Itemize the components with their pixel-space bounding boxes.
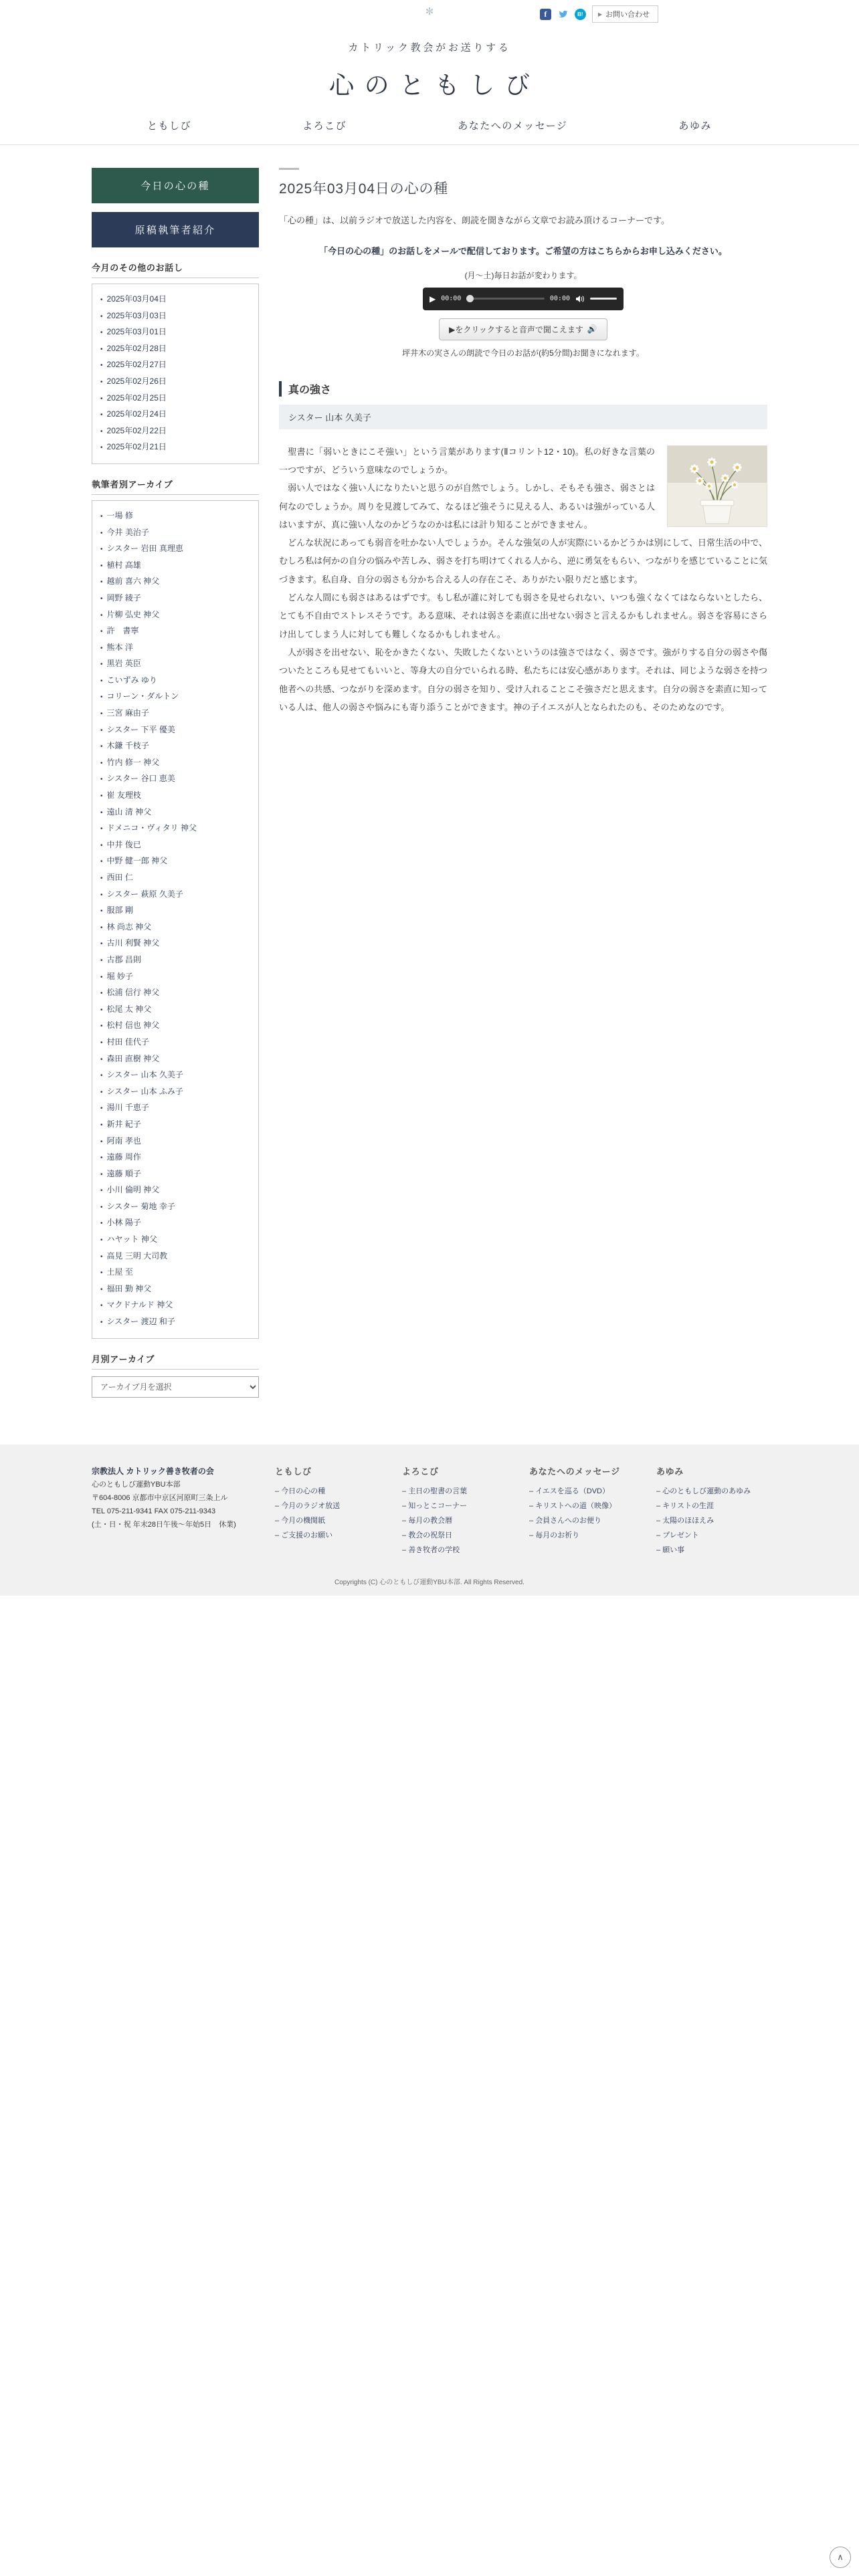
writer-link[interactable]: • 岡野 綾子 (106, 593, 141, 603)
writer-link[interactable]: • 中野 健一郎 神父 (106, 856, 168, 866)
writer-link[interactable]: • 村田 佳代子 (106, 1037, 149, 1047)
writer-link[interactable]: • 湯川 千恵子 (106, 1103, 149, 1113)
article-heading: 真の強さ (279, 381, 767, 397)
audio-seek-slider[interactable] (466, 298, 545, 300)
writer-list-item (100, 1017, 250, 1034)
footer-link-list (529, 1484, 640, 1543)
writer-list-item (100, 1248, 250, 1265)
writer-link[interactable]: • 古川 利賢 神父 (106, 938, 160, 948)
sidebar (92, 168, 259, 1398)
address-line: 〒604-8006 京都市中京区河原町三条上ル (92, 1494, 228, 1503)
footer-link-item (656, 1513, 767, 1528)
writer-link[interactable]: • 西田 仁 (106, 873, 133, 882)
writer-link[interactable]: • シスター 渡辺 和子 (106, 1317, 175, 1327)
hatena-bookmark-icon[interactable]: B! (575, 9, 586, 20)
writer-link[interactable]: • マクドナルド 神父 (106, 1300, 173, 1310)
footer-link[interactable]: 毎月の教会暦 (408, 1516, 453, 1525)
footer-link[interactable]: 知っとこコーナー (408, 1501, 468, 1510)
writer-link[interactable]: • 黒岩 英臣 (106, 659, 141, 669)
date-list-item (100, 390, 250, 407)
footer-col-ayumi (656, 1465, 767, 1558)
date-list-item (100, 291, 250, 308)
date-list-item (100, 340, 250, 357)
schedule-note: (月〜土)毎日お話が変わります。 (464, 270, 582, 280)
footer-link[interactable]: 主日の聖書の言葉 (408, 1487, 468, 1495)
nav-divider (0, 144, 859, 145)
sidebar-date-list (100, 291, 250, 455)
footer-link-item (402, 1499, 513, 1513)
writer-list-item (100, 1297, 250, 1313)
writer-list-item (100, 754, 250, 771)
scroll-to-top-button[interactable]: ∧ (830, 2547, 851, 2568)
article-paragraph: どんな状況にあっても弱音を吐かない人でしょうか。そんな強気の人が実際にいるかどうかは別にして、日常生活の中で、むしろ私は何かの自分の悩みや苦しみ、弱さを打ち明けてくれる人から、逆に勇気をもらい、つながりを感じていることに気づきます。私自身、自分の弱さも分かち合える人の存在こそ、ありがたい限りだと感じます。 (279, 538, 767, 584)
writer-link[interactable]: • 服部 剛 (106, 905, 133, 916)
footer-link-item (275, 1499, 386, 1513)
footer-link-item (529, 1513, 640, 1528)
writer-link[interactable]: • こいずみ ゆり (106, 675, 157, 685)
date-list-item (100, 423, 250, 439)
footer-link-item (656, 1543, 767, 1558)
writer-list-item (100, 540, 250, 557)
footer-link[interactable]: プレゼント (662, 1531, 699, 1539)
footer-link[interactable]: キリストの生涯 (662, 1501, 714, 1510)
snowflake-decoration-icon: ✻ (425, 6, 434, 17)
writer-list-item (100, 688, 250, 705)
play-voice-label: ▶をクリックすると音声で聞こえます (449, 324, 583, 334)
footer-columns (92, 1465, 767, 1558)
writer-link[interactable]: • 松村 信也 神父 (106, 1021, 160, 1031)
audio-player (423, 288, 624, 310)
footer-link[interactable]: 会員さんへのお便り (535, 1516, 601, 1525)
footer-col-title: よろこび (402, 1466, 439, 1477)
writer-list-item (100, 1083, 250, 1100)
address-line: TEL 075-211-9341 FAX 075-211-9343 (92, 1507, 216, 1515)
footer-link[interactable]: 善き牧者の学校 (408, 1545, 460, 1554)
writer-list-item (100, 524, 250, 541)
footer-link-item (275, 1528, 386, 1543)
writer-list-item (100, 607, 250, 623)
footer-col-message (529, 1465, 640, 1558)
writer-list-item (100, 787, 250, 804)
footer-link[interactable]: 毎月のお祈り (535, 1531, 580, 1539)
writer-link[interactable]: • シスター 菊地 幸子 (106, 1201, 175, 1211)
writer-link[interactable]: • 今井 美治子 (106, 527, 149, 537)
writer-list-item (100, 1198, 250, 1215)
footer-link-item (402, 1484, 513, 1499)
footer-link-item (529, 1499, 640, 1513)
writer-list-item (100, 820, 250, 837)
writer-link[interactable]: • 堀 妙子 (106, 971, 133, 981)
nav-item[interactable]: ともしび (147, 120, 192, 132)
address-line: (土・日・祝 年末28日午後〜年始5日 休業) (92, 1520, 236, 1529)
footer-link[interactable]: 太陽のほほえみ (662, 1516, 714, 1525)
writer-list-item (100, 738, 250, 754)
article-paragraph: 人が弱さを出せない、恥をかきたくない、失敗したくないというのは強さではなく、弱さです。強がりする自分の弱さや傷ついたところも見せてもいいと、等身大の自分でいられる時、私たちには安心感があります。それは、同じような弱さを持つ他者への共感、つながりを深めます。自分の弱さを知り、受け入れることこそ強さだと思えます。自分の弱さを素直に知っている人は、他人の弱さや悩みにも寄り添うことができます。神の子イエスが人となられたのも、そのためなのです。 (279, 647, 767, 712)
footer-link-list (656, 1484, 767, 1558)
writer-list-item (100, 804, 250, 821)
writer-link[interactable]: • 竹内 修一 神父 (106, 757, 160, 767)
writer-link[interactable]: • 崔 友理枝 (106, 790, 141, 800)
sidebar-button-today-seed[interactable]: 今日の心の種 (92, 168, 259, 203)
footer-link-item (275, 1513, 386, 1528)
writer-list-item (100, 1214, 250, 1231)
footer-col-title: ともしび (275, 1466, 312, 1477)
writer-link[interactable]: • シスター 山本 ふみ子 (106, 1086, 183, 1096)
writer-link[interactable]: • ドメニコ・ヴィタリ 神父 (106, 823, 197, 833)
article-paragraph: どんな人間にも弱さはあるはずです。もし私が誰に対しても弱さを見せられない、いつも強くなくてはならないとしたら、とても不自由でストレスそうです。ある意味、それは弱さを素直に出せない弱さと言えるかもしれません。弱さを容易にさらけ出してしまう人に対しても難しくなるかもしれません。 (279, 593, 767, 639)
writer-list-item (100, 853, 250, 869)
date-list-item (100, 406, 250, 423)
footer-link[interactable]: ご支援のお願い (281, 1531, 333, 1539)
writer-list-item (100, 1051, 250, 1067)
footer-col-title: あなたへのメッセージ (529, 1466, 620, 1477)
writer-list-item (100, 1133, 250, 1150)
writer-list-item (100, 508, 250, 524)
footer-link-item (275, 1484, 386, 1499)
footer-link-item (529, 1484, 640, 1499)
site-title[interactable]: 心のともしび (329, 72, 541, 100)
writer-link[interactable]: • 森田 直樹 神父 (106, 1053, 160, 1063)
date-link[interactable]: • 2025年02月27日 (106, 360, 167, 370)
sidebar-writers-box (92, 500, 259, 1339)
reader-note: 坪井木の実さんの朗読で今日のお話が(約5分間)お聞きになれます。 (402, 348, 644, 358)
writer-link[interactable]: • シスター 谷口 恵美 (106, 774, 175, 784)
date-link[interactable]: • 2025年02月26日 (106, 376, 167, 386)
audio-volume-slider[interactable] (590, 298, 617, 300)
writer-list-item (100, 1231, 250, 1248)
footer-col-tomoshibi (275, 1465, 386, 1558)
date-link[interactable]: • 2025年03月01日 (106, 327, 167, 337)
audio-duration: 00:00 (549, 295, 570, 303)
footer-col-yorokobi (402, 1465, 513, 1558)
date-link[interactable]: • 2025年02月21日 (106, 442, 167, 452)
contact-button[interactable] (592, 5, 658, 23)
article-author-bar: シスター 山本 久美子 (279, 405, 767, 429)
site-footer (0, 1444, 859, 1596)
audio-section (279, 288, 767, 381)
writer-list-item (100, 770, 250, 787)
footer-link[interactable]: 教会の祝祭日 (408, 1531, 453, 1539)
contact-label: お問い合わせ (605, 11, 650, 19)
writer-link[interactable]: • シスター 萩原 久美子 (106, 889, 183, 899)
writer-list-item (100, 655, 250, 672)
speaker-icon[interactable] (575, 295, 585, 303)
main-content (279, 168, 767, 716)
date-list-item (100, 439, 250, 455)
writer-list-item (100, 1116, 250, 1133)
writer-list-item (100, 557, 250, 574)
date-link[interactable]: • 2025年02月25日 (106, 393, 167, 403)
footer-link[interactable]: イエスを巡る（DVD） (535, 1487, 609, 1495)
date-link[interactable]: • 2025年02月22日 (106, 425, 167, 435)
footer-link-item (402, 1528, 513, 1543)
topbar-actions (540, 5, 658, 23)
footer-link-item (529, 1528, 640, 1543)
writer-list-item (100, 968, 250, 985)
date-list-item (100, 373, 250, 390)
writer-list-item (100, 984, 250, 1001)
footer-link-item (656, 1528, 767, 1543)
writer-list-item (100, 722, 250, 738)
footer-link-item (656, 1499, 767, 1513)
footer-link-list (402, 1484, 513, 1558)
writer-link[interactable]: • 遠山 清 神父 (106, 807, 152, 817)
address-line: 宗教法人 カトリック善き牧者の会 (92, 1466, 214, 1476)
writer-list-item (100, 902, 250, 919)
writer-list-item (100, 623, 250, 639)
speaker-emoji-icon: 🔊 (587, 324, 597, 334)
writer-link[interactable]: • 林 尚志 神父 (106, 922, 152, 932)
copyright-text: Copyrights (C) 心のともしび運動YBU本部. All Rights Reserved. (335, 1578, 524, 1586)
writer-list-item (100, 919, 250, 936)
sidebar-heading-writers-archive: 執筆者別アーカイブ (92, 477, 259, 495)
writer-list-item (100, 1281, 250, 1297)
writer-link[interactable]: • 越前 喜六 神父 (106, 576, 160, 586)
writer-link[interactable]: • 遠藤 順子 (106, 1168, 141, 1178)
footer-link-item (402, 1543, 513, 1558)
writer-link[interactable]: • 許 書寧 (106, 626, 139, 636)
audio-current-time: 00:00 (441, 295, 462, 303)
article-body (279, 443, 767, 716)
date-link[interactable]: • 2025年03月03日 (106, 310, 167, 320)
writer-link[interactable]: • シスター 岩田 真理恵 (106, 544, 183, 554)
writer-link[interactable]: • 高見 三明 大司教 (106, 1251, 168, 1261)
writer-list-item (100, 1149, 250, 1166)
writer-link[interactable]: • コリーン・ダルトン (106, 691, 179, 702)
site-tagline: カトリック教会がお送りする (348, 42, 511, 53)
facebook-icon[interactable]: f (540, 9, 551, 20)
writer-link[interactable]: • 福田 勤 神父 (106, 1283, 152, 1293)
writer-link[interactable]: • 三宮 麻由子 (106, 708, 149, 718)
footer-link[interactable]: 今日の心の種 (281, 1487, 326, 1495)
date-list-item (100, 324, 250, 340)
writer-link[interactable]: • 阿南 孝也 (106, 1136, 141, 1146)
footer-link[interactable]: 今月の機関紙 (281, 1516, 326, 1525)
content-container (92, 168, 767, 1398)
writer-list-item (100, 1001, 250, 1018)
play-voice-button[interactable] (439, 318, 607, 340)
writer-link[interactable]: • ハヤット 神父 (106, 1235, 157, 1245)
writer-link[interactable]: • 小川 倫明 神父 (106, 1185, 160, 1195)
writer-list-item (100, 869, 250, 886)
writer-list-item (100, 705, 250, 722)
writer-link[interactable]: • シスター 下平 優美 (106, 724, 175, 734)
writer-link[interactable]: • 中井 俊已 (106, 839, 141, 849)
writer-link[interactable]: • 遠藤 周作 (106, 1152, 141, 1162)
audio-seek-thumb[interactable] (466, 295, 474, 302)
writer-link[interactable]: • 一場 修 (106, 510, 133, 520)
footer-link[interactable]: 今月のラジオ放送 (281, 1501, 341, 1510)
writer-list-item (100, 1166, 250, 1182)
writer-list-item (100, 1264, 250, 1281)
writer-list-item (100, 935, 250, 952)
writer-link[interactable]: • 古郡 昌則 (106, 954, 141, 964)
footer-link-item (402, 1513, 513, 1528)
writer-link[interactable]: • 小林 陽子 (106, 1218, 141, 1228)
writer-link[interactable]: • シスター 山本 久美子 (106, 1070, 183, 1080)
nav-item[interactable]: よろこび (302, 120, 347, 132)
date-link[interactable]: • 2025年02月24日 (106, 409, 167, 419)
footer-link-item (656, 1484, 767, 1499)
twitter-icon[interactable] (557, 9, 569, 20)
sidebar-dates-box (92, 284, 259, 464)
writer-list-item (100, 1313, 250, 1330)
writer-link[interactable]: • 熊本 洋 (106, 642, 133, 652)
writer-list-item (100, 639, 250, 656)
date-link[interactable]: • 2025年02月28日 (106, 343, 167, 353)
footer-link[interactable]: 願い事 (662, 1545, 685, 1554)
writer-link[interactable]: • 植村 高雄 (106, 560, 141, 570)
writer-list-item (100, 1034, 250, 1051)
contact-arrow-icon: ▶ (597, 11, 602, 17)
flower-photo (667, 445, 767, 527)
date-list-item (100, 308, 250, 324)
writer-link[interactable]: • 片柳 弘史 神父 (106, 609, 160, 619)
writer-link[interactable]: • 土屋 至 (106, 1267, 133, 1277)
writer-link[interactable]: • 新井 紀子 (106, 1119, 141, 1129)
sidebar-heading-monthly-archive: 月別アーカイブ (92, 1352, 259, 1370)
writer-list-item (100, 886, 250, 903)
writer-link[interactable]: • 松尾 太 神父 (106, 1004, 152, 1014)
footer-address (92, 1465, 259, 1558)
writer-list-item (100, 1182, 250, 1198)
date-link[interactable]: • 2025年03月04日 (106, 294, 167, 304)
sidebar-heading-other-talks: 今月のその他のお話し (92, 261, 259, 278)
article-paragraph: 弱い人ではなく強い人になりたいと思うのが自然でしょう。しかし、そもそも強さ、弱さとは何なのでしょうか。周りを見渡してみて、なるほど強そうに見える人、あるいは強がっている人はいますが、真に強い人なのかどうなのかは私には計り知ることができません。 (279, 483, 655, 530)
writer-list-item (100, 1099, 250, 1116)
nav-item[interactable]: あゆみ (678, 120, 712, 132)
writer-list-item (100, 837, 250, 853)
footer-link-list (275, 1484, 386, 1543)
writer-list-item (100, 573, 250, 590)
intro-text: 「心の種」は、以前ラジオで放送した内容を、朗読を聞きながら文章でお読み頂けるコーナーです。 (279, 215, 670, 225)
date-list-item (100, 356, 250, 373)
site-header (0, 28, 859, 145)
footer-link[interactable]: 心のともしび運動のあゆみ (662, 1487, 751, 1495)
writer-list-item (100, 1067, 250, 1083)
address-line: 心のともしび運動YBU本部 (92, 1481, 181, 1489)
topbar (0, 0, 859, 28)
article-paragraph: 聖書に「弱いときにこそ強い」という言葉があります(Ⅱコリント12・10)。私の好きな言葉の一つですが、どういう意味なのでしょうか。 (279, 446, 655, 475)
mail-subscription-notice[interactable]: 「今日の心の種」のお話しをメールで配信しております。ご希望の方はこちらからお申し込みください。 (319, 245, 727, 256)
writer-link[interactable]: • 木鎌 千枝子 (106, 741, 149, 751)
writer-link[interactable]: • 松浦 信行 神父 (106, 988, 160, 998)
audio-play-button[interactable]: ▶ (430, 294, 436, 304)
sidebar-writer-list (100, 508, 250, 1330)
page-title: 2025年03月04日の心の種 (279, 181, 449, 197)
footer-link[interactable]: キリストへの道（映像） (535, 1501, 616, 1510)
archive-month-select[interactable] (92, 1376, 259, 1398)
main-nav (92, 118, 767, 144)
sidebar-button-writers-intro[interactable]: 原稿執筆者紹介 (92, 212, 259, 247)
writer-list-item (100, 590, 250, 607)
footer-col-title: あゆみ (656, 1466, 684, 1477)
writer-list-item (100, 952, 250, 968)
nav-item[interactable]: あなたへのメッセージ (458, 120, 568, 132)
writer-list-item (100, 672, 250, 689)
title-dash-decoration (279, 168, 299, 170)
